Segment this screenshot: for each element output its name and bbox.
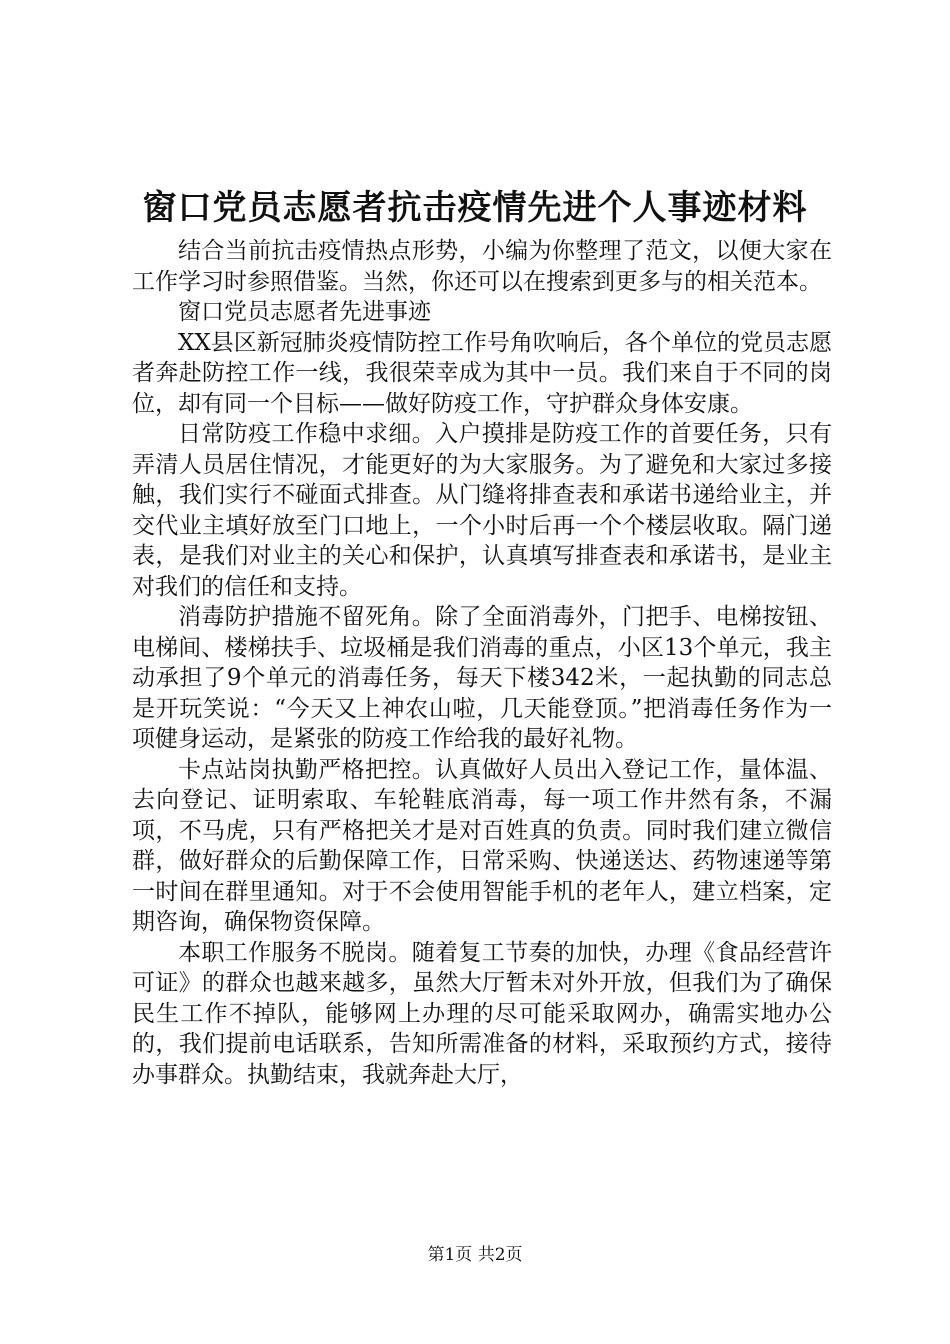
intro-paragraph: 结合当前抗击疫情热点形势，小编为你整理了范文，以便大家在工作学习时参照借鉴。当然，你还可以在搜索到更多与的相关范本。 bbox=[132, 238, 832, 295]
body-paragraph: XX县区新冠肺炎疫情防控工作号角吹响后，各个单位的党员志愿者奔赴防控工作一线，我很荣幸成为其中一员。我们来自于不同的岗位，却有同一个目标——做好防疫工作，守护群众身体安康。 bbox=[132, 329, 832, 417]
page-footer: 第1页 共2页 bbox=[427, 1245, 523, 1265]
body-paragraph: 本职工作服务不脱岗。随着复工节奏的加快，办理《食品经营许可证》的群众也越来越多，虽然大厅暂未对外开放，但我们为了确保民生工作不掉队，能够网上办理的尽可能采取网办，确需实地办公的，我们提前电话联系，告知所需准备的材料，采取预约方式，接待办事群众。执勤结束，我就奔赴大厅， bbox=[132, 939, 832, 1088]
document-body bbox=[132, 236, 832, 1090]
body-paragraph: 消毒防护措施不留死角。除了全面消毒外，门把手、电梯按钮、电梯间、楼梯扶手、垃圾桶是我们消毒的重点，小区13个单元，我主动承担了9个单元的消毒任务，每天下楼342米，一起执勤的同志总是开玩笑说：“今天又上神农山啦，几天能登顶。”把消毒任务作为一项健身运动，是紧张的防疫工作给我的最好礼物。 bbox=[132, 604, 832, 752]
section-heading: 窗口党员志愿者先进事迹 bbox=[178, 299, 431, 325]
document-title: 窗口党员志愿者抗击疫情先进个人事迹材料 bbox=[142, 188, 808, 228]
body-paragraph: 日常防疫工作稳中求细。入户摸排是防疫工作的首要任务，只有弄清人员居住情况，才能更好的为大家服务。为了避免和大家过多接触，我们实行不碰面式排查。从门缝将排查表和承诺书递给业主，并交代业主填好放至门口地上，一个小时后再一个个楼层收取。隔门递表，是我们对业主的关心和保护，认真填写排查表和承诺书，是业主对我们的信任和支持。 bbox=[132, 421, 832, 600]
body-paragraph: 卡点站岗执勤严格把控。认真做好人员出入登记工作，量体温、去向登记、证明索取、车轮鞋底消毒，每一项工作井然有条，不漏项，不马虎，只有严格把关才是对百姓真的负责。同时我们建立微信群，做好群众的后勤保障工作，日常采购、快递送达、药物速递等第一时间在群里通知。对于不会使用智能手机的老年人，建立档案，定期咨询，确保物资保障。 bbox=[132, 756, 832, 935]
